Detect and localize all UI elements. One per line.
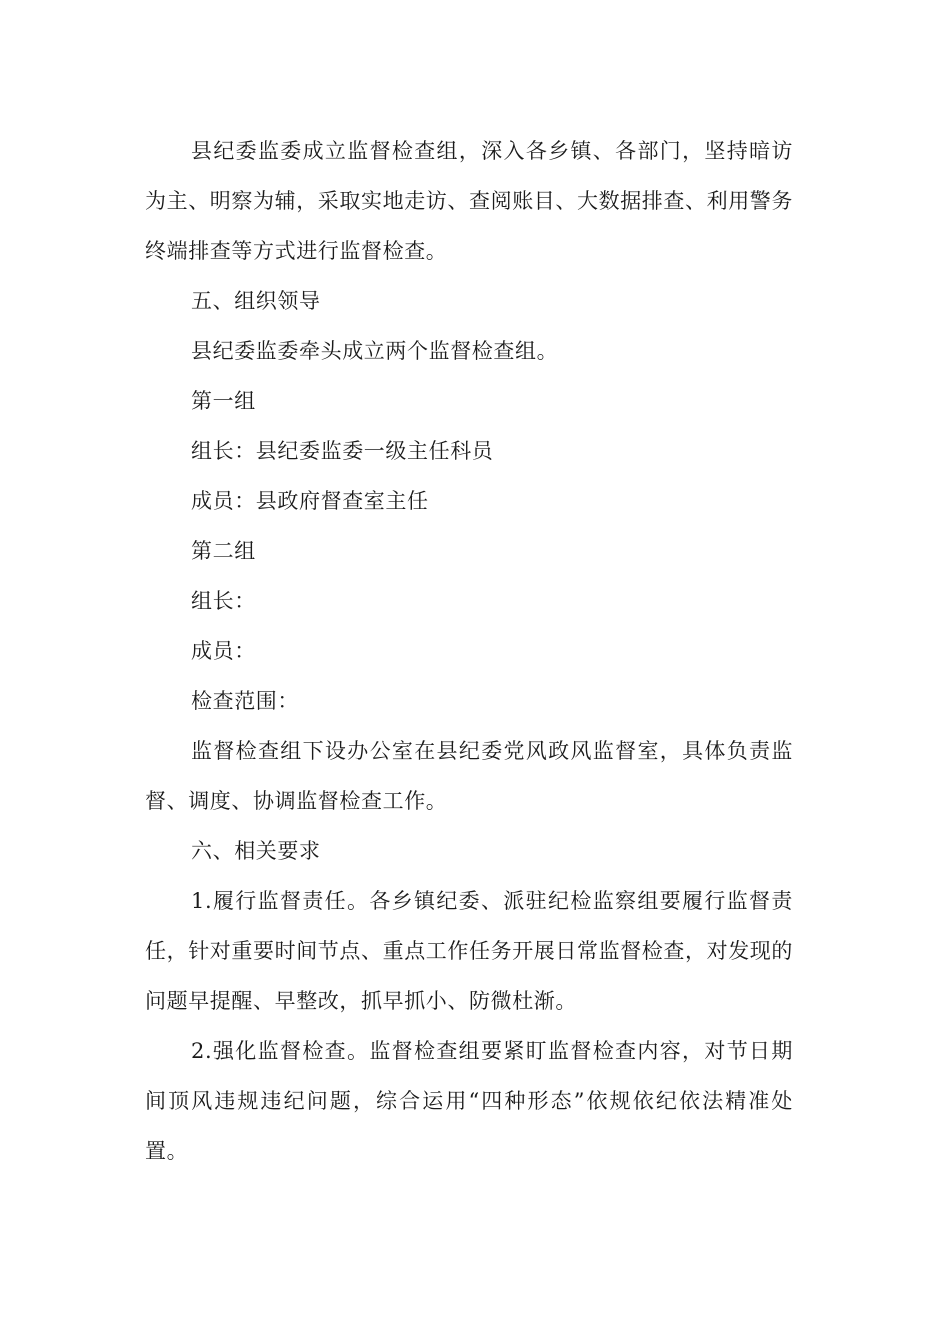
group-two-heading: 第二组 bbox=[191, 539, 256, 563]
group-one-members: 成员：县政府督查室主任 bbox=[191, 489, 429, 513]
requirement-1: 1.履行监督责任。各乡镇纪委、派驻纪检监察组要履行监督责任，针对重要时间节点、重点工作任务开展日常监督检查，对发现的问题早提醒、早整改，抓早抓小、防微杜渐。 bbox=[145, 889, 793, 1013]
paragraph-office: 监督检查组下设办公室在县纪委党风政风监督室，具体负责监督、调度、协调监督检查工作。 bbox=[145, 739, 793, 813]
paragraph-inspection-method: 县纪委监委成立监督检查组，深入各乡镇、各部门，坚持暗访为主、明察为辅，采取实地走访、查阅账目、大数据排查、利用警务终端排查等方式进行监督检查。 bbox=[145, 139, 793, 263]
group-one-heading: 第一组 bbox=[191, 389, 256, 413]
inspection-scope: 检查范围： bbox=[191, 689, 299, 713]
group-two-members: 成员： bbox=[191, 639, 256, 663]
group-one-leader: 组长：县纪委监委一级主任科员 bbox=[191, 439, 494, 463]
document-body bbox=[145, 126, 793, 1176]
paragraph-groups-established: 县纪委监委牵头成立两个监督检查组。 bbox=[191, 339, 559, 363]
section-heading-organization: 五、组织领导 bbox=[191, 289, 321, 313]
group-two-leader: 组长： bbox=[191, 589, 256, 613]
requirement-2: 2.强化监督检查。监督检查组要紧盯监督检查内容，对节日期间顶风违规违纪问题，综合运用“四种形态”依规依纪依法精准处置。 bbox=[145, 1039, 793, 1163]
section-heading-requirements: 六、相关要求 bbox=[191, 839, 321, 863]
